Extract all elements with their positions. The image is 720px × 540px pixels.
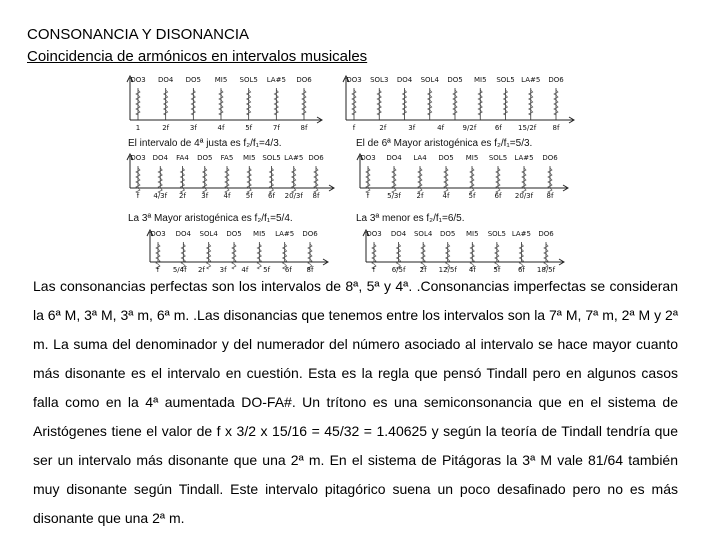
body-paragraph	[33, 272, 678, 533]
harmonic-label: 5f	[263, 266, 271, 274]
note-label: DO3	[346, 76, 362, 84]
note-label: DO5	[440, 230, 456, 238]
harmonic-label: 9/2f	[462, 124, 477, 132]
caption-third-minor: La 3ª menor es f₂/f₁=6/5.	[356, 213, 465, 224]
harmonic-label: 4f	[217, 124, 225, 132]
figure-tercera-mayor	[140, 226, 336, 274]
note-label: SOL5	[487, 230, 507, 238]
note-label: DO5	[226, 230, 242, 238]
note-label: LA#5	[275, 230, 295, 238]
note-label: FA5	[220, 154, 234, 162]
note-label: LA#5	[521, 76, 541, 84]
note-label: MI5	[214, 76, 228, 84]
harmonic-label: f	[366, 192, 370, 200]
harmonic-label: 4f	[241, 266, 249, 274]
note-label: DO3	[130, 76, 146, 84]
harmonic-label: 12/5f	[438, 266, 457, 274]
note-label: DO3	[130, 154, 146, 162]
figure-sexta	[350, 150, 576, 200]
note-label: SOL4	[413, 230, 433, 238]
harmonic-label: 2f	[379, 124, 387, 132]
harmonic-label: 6/5f	[391, 266, 406, 274]
note-label: DO6	[538, 230, 554, 238]
harmonic-label: 6f	[494, 124, 502, 132]
page-title: CONSONANCIA Y DISONANCIA	[27, 26, 249, 43]
figure-quinta	[336, 72, 582, 132]
caption-third-major: La 3ª Mayor aristogénica es f₂/f₁=5/4.	[128, 213, 293, 224]
note-label: MI5	[242, 154, 256, 162]
harmonic-label: 20/3f	[284, 192, 303, 200]
note-label: DO4	[175, 230, 192, 238]
harmonic-label: 5f	[245, 192, 253, 200]
note-label: SOL4	[199, 230, 218, 238]
note-label: LA#5	[514, 154, 534, 162]
note-label: DO4	[386, 154, 402, 162]
harmonic-label: 3f	[201, 192, 209, 200]
harmonic-label: 2f	[197, 266, 205, 274]
note-label: DO6	[302, 230, 318, 238]
harmonic-label: 4f	[442, 192, 450, 200]
note-label: DO3	[360, 154, 376, 162]
note-label: MI5	[253, 230, 266, 238]
harmonic-label: f	[372, 266, 376, 274]
note-label: DO6	[542, 154, 558, 162]
harmonic-label: 4f	[437, 124, 445, 132]
figure-cuarta	[120, 150, 342, 200]
note-label: SOL5	[239, 76, 258, 84]
note-label: LA#5	[284, 154, 304, 162]
note-label: MI5	[465, 154, 479, 162]
harmonic-label: 4f	[223, 192, 231, 200]
paragraph-text: Las consonancias perfectas son los intervalos de 8ª, 5ª y 4ª. .Consonancias imperfectas se consideran la 6ª M, 3ª M, 3ª m, 6ª m. .Las disonancias que tenemos entre los intervalos son la 7ª M, 7ª m, 2ª M y 2ª m. La suma del denominador y del numerador del número asociado al intervalo se hace mayor cuanto más disonante es el intervalo en cuestión. Esta es la regla que pensó Tindall pero en algunos casos falla como en la 4ª aumentada DO-FA#. Un trítono es una semiconsonancia que en el sistema de Aristógenes tiene el valor de f x 3/2 x 15/16 = 45/32 = 1.40625 y según la teoría de Tindall tendría que ser un intervalo más disonante que una 2ª m. En el sistema de Pitágoras la 3ª M vale 81/64 también muy disonante según Tindall. Este intervalo pitagórico suena un poco desafinado pero no es más disonante que una 2ª m.	[33, 278, 678, 526]
note-label: DO5	[438, 154, 454, 162]
harmonic-label: 4/3f	[153, 192, 168, 200]
note-label: DO6	[296, 76, 312, 84]
note-label: DO4	[157, 76, 174, 84]
note-label: DO5	[197, 154, 213, 162]
caption-sixth: El de 6ª Mayor aristogénica es f₂/f₁=5/3.	[356, 138, 533, 149]
harmonic-label: f	[136, 192, 140, 200]
note-label: DO3	[366, 230, 382, 238]
harmonic-label: 18/5f	[536, 266, 556, 274]
harmonic-label: 3f	[189, 124, 197, 132]
harmonic-label: 15/2f	[518, 124, 537, 132]
harmonic-label: f	[156, 266, 160, 274]
note-label: DO6	[548, 76, 564, 84]
page-subtitle: Coincidencia de armónicos en intervalos musicales	[27, 48, 368, 65]
harmonic-label: 7f	[272, 124, 280, 132]
note-label: MI5	[473, 76, 487, 84]
harmonic-label: 5/4f	[172, 266, 187, 274]
harmonic-label: f	[352, 124, 356, 132]
note-label: DO5	[185, 76, 202, 84]
harmonic-label: 6f	[268, 192, 275, 200]
harmonic-label: 6f	[517, 266, 525, 274]
harmonic-label: 20/3f	[514, 192, 534, 200]
note-label: DO5	[447, 76, 463, 84]
note-label: DO3	[150, 230, 166, 238]
note-label: LA#5	[266, 76, 286, 84]
note-label: DO4	[396, 76, 413, 84]
harmonic-label: 1	[135, 124, 141, 132]
harmonic-label: 2f	[419, 266, 427, 274]
note-label: SOL5	[488, 154, 508, 162]
note-label: LA4	[413, 154, 427, 162]
harmonic-label: 8f	[306, 266, 314, 274]
harmonic-label: 8f	[312, 192, 320, 200]
figure-octava	[120, 72, 330, 132]
harmonic-label: 5f	[493, 266, 501, 274]
harmonic-label: 3f	[408, 124, 416, 132]
harmonic-label: 8f	[300, 124, 308, 132]
harmonic-label: 2f	[179, 192, 186, 200]
note-label: SOL4	[420, 76, 439, 84]
note-label: LA#5	[511, 230, 532, 238]
harmonic-label: 5/3f	[387, 192, 401, 200]
note-label: DO4	[390, 230, 407, 238]
caption-fourth: El intervalo de 4ª justa es f₂/f₁=4/3.	[128, 138, 282, 149]
harmonic-label: 6f	[494, 192, 502, 200]
harmonic-label: 4f	[468, 266, 476, 274]
harmonic-label: 5f	[245, 124, 253, 132]
harmonic-label: 2f	[162, 124, 170, 132]
figure-tercera-menor	[356, 226, 572, 274]
harmonic-label: 8f	[546, 192, 554, 200]
note-label: DO6	[308, 154, 324, 162]
note-label: MI5	[466, 230, 479, 238]
harmonic-label: 2f	[416, 192, 424, 200]
note-label: FA4	[176, 154, 189, 162]
note-label: SOL5	[496, 76, 515, 84]
note-label: DO4	[152, 154, 168, 162]
harmonic-label: 3f	[219, 266, 227, 274]
note-label: SOL5	[262, 154, 281, 162]
harmonic-label: 5f	[468, 192, 476, 200]
note-label: SOL3	[370, 76, 389, 84]
harmonic-label: 6f	[284, 266, 292, 274]
harmonic-label: 8f	[552, 124, 560, 132]
